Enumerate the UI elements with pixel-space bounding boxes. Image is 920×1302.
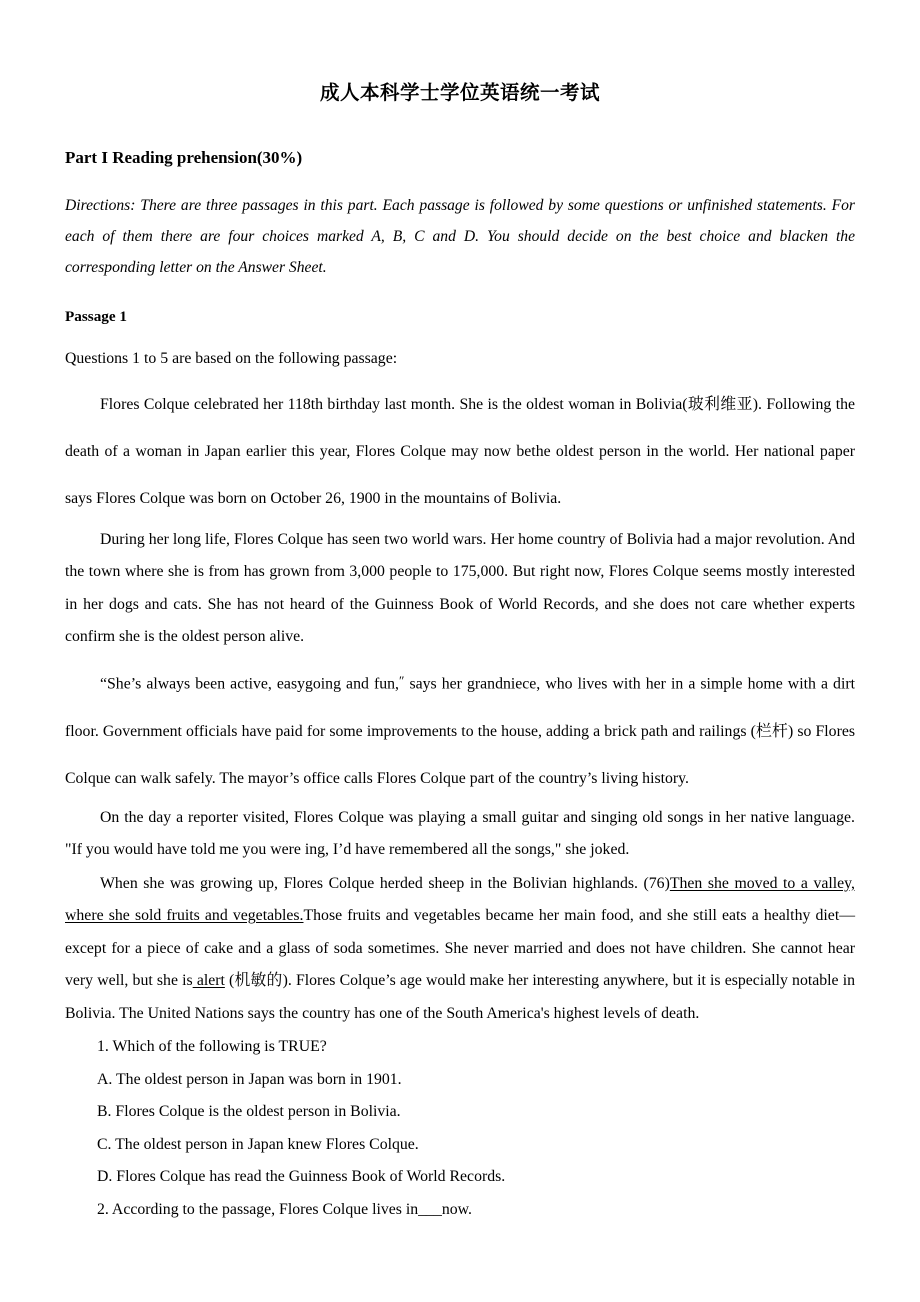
vocabulary-word-alert: alert [192, 972, 225, 990]
paragraph-5-tail-text: (机敏的). Flores Colque’s age would make her interesting anywhere, but it is especially notable in Bolivia. The United Nations says the country has one of the South America's highest levels of death. [65, 972, 855, 1022]
question-1-option-a[interactable]: A. The oldest person in Japan was born in 1901. [97, 1070, 402, 1088]
passage-label: Passage 1 [65, 307, 128, 325]
questions-intro: Questions 1 to 5 are based on the following passage: [65, 350, 398, 368]
translation-sentence-76: Then she moved to a valley, where she sold fruits and vegetables. [65, 874, 855, 925]
paragraph-3-text-before-quote: “She’s always been active, easygoing and fun, [100, 675, 399, 693]
passage-paragraph-3 [65, 654, 855, 802]
question-1-option-c[interactable]: C. The oldest person in Japan knew Flores Colque. [97, 1135, 419, 1153]
paragraph-3-text-after-quote: says her grandniece, who lives with her in a simple home with a dirt floor. Government officials have paid for some improvements to the house, adding a brick path and railings (栏杆) so Flores Colque can walk safely. The mayor’s office calls Flores Colque part of the country’s living history. [65, 675, 855, 787]
page-title: 成人本科学士学位英语统一考试 [319, 83, 600, 104]
closing-quote-mark: ″ [398, 672, 405, 688]
question-1-stem: 1. Which of the following is TRUE? [97, 1038, 327, 1056]
question-1-option-b[interactable]: B. Flores Colque is the oldest person in Bolivia. [97, 1103, 401, 1121]
question-2-stem: 2. According to the passage, Flores Colque lives in___now. [97, 1200, 472, 1218]
passage-paragraph-2: During her long life, Flores Colque has seen two world wars. Her home country of Bolivia had a major revolution. And the town where she is from has grown from 3,000 people to 175,000. But right now, Flores Colque seems mostly interested in her dogs and cats. She has not heard of the Guinness Book of World Records, and she does not care whether experts confirm she is the oldest person alive. [65, 530, 855, 646]
passage-paragraph-5 [65, 867, 855, 1031]
paragraph-5-intro-text: When she was growing up, Flores Colque herded sheep in the Bolivian highlands. (76) [100, 874, 670, 892]
directions-paragraph: Directions: There are three passages in this part. Each passage is followed by some questions or unfinished statements. For each of them there are four choices marked A, B, C and D. You should decide on the best choice and blacken the corresponding letter on the Answer Sheet. [65, 196, 855, 276]
question-list [65, 1030, 855, 1226]
part-heading: Part I Reading prehension(30%) [65, 148, 303, 168]
paragraph-5-body-text: Those fruits and vegetables became her main food, and she still eats a healthy diet—except for a piece of cake and a glass of soda sometimes. She never married and does not have children. She cannot hear very well, but she is [65, 907, 856, 990]
question-1-option-d[interactable]: D. Flores Colque has read the Guinness Book of World Records. [97, 1168, 506, 1186]
passage-paragraph-4: On the day a reporter visited, Flores Colque was playing a small guitar and singing old songs in her native language. "If you would have told me you were ing, I’d have remembered all the songs," she joked. [65, 808, 855, 859]
passage-paragraph-1: Flores Colque celebrated her 118th birthday last month. She is the oldest woman in Bolivia(玻利维亚). Following the death of a woman in Japan earlier this year, Flores Colque may now bethe oldest person in the world. Her national paper says Flores Colque was born on October 26, 1900 in the mountains of Bolivia. [65, 395, 855, 507]
